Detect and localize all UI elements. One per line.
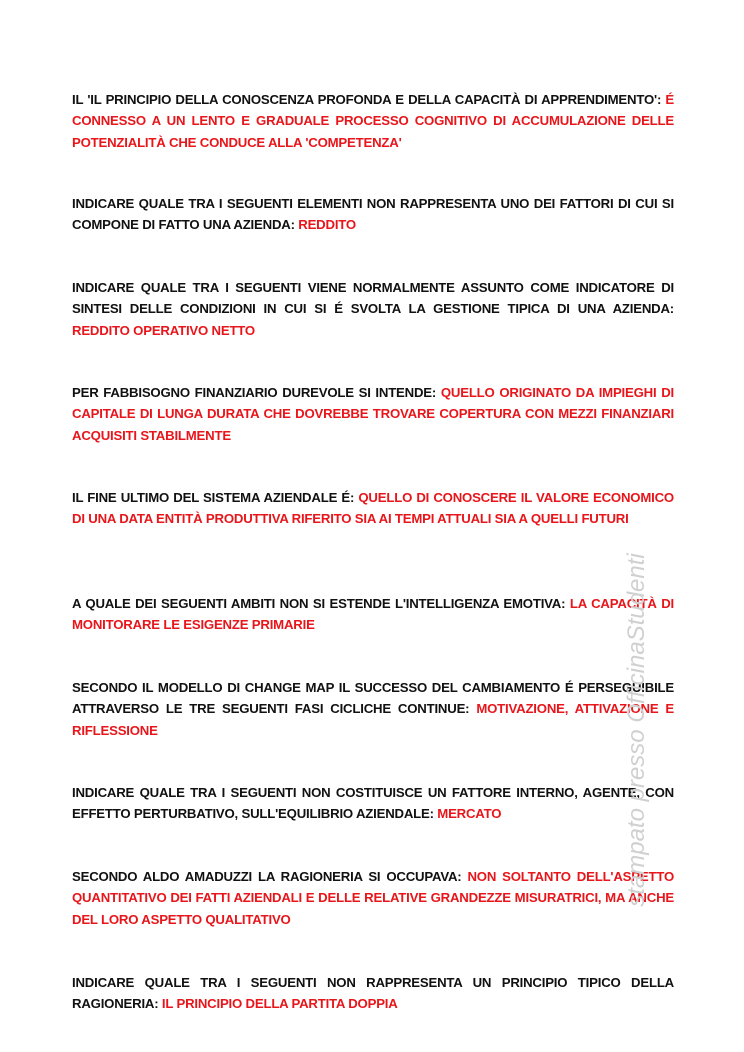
answer: NON SOLTANTO DELL'ASPETTO QUANTITATIVO DEI FATTI AZIENDALI E DELLE RELATIVE GRANDEZZE MISURATRICI, MA ANCHE DEL LORO ASPETTO QUALITATIVO: [72, 869, 674, 927]
answer: QUELLO ORIGINATO DA IMPIEGHI DI CAPITALE DI LUNGA DURATA CHE DOVREBBE TROVARE COPERTURA CON MEZZI FINANZIARI ACQUISITI STABILMENTE: [72, 385, 674, 443]
qa-item: [72, 593, 674, 636]
answer: LA CAPACITÀ DI MONITORARE LE ESIGENZE PRIMARIE: [72, 596, 674, 633]
qa-item: [72, 972, 674, 1015]
qa-item: [72, 382, 674, 446]
answer: MOTIVAZIONE, ATTIVAZIONE E RIFLESSIONE: [72, 701, 674, 738]
question: INDICARE QUALE TRA I SEGUENTI NON RAPPRESENTA UN PRINCIPIO TIPICO DELLA RAGIONERIA:: [72, 975, 674, 1012]
question: IL 'IL PRINCIPIO DELLA CONOSCENZA PROFONDA E DELLA CAPACITÀ DI APPRENDIMENTO':: [72, 92, 662, 107]
question: A QUALE DEI SEGUENTI AMBITI NON SI ESTENDE L'INTELLIGENZA EMOTIVA:: [72, 596, 566, 611]
answer: REDDITO: [298, 217, 356, 233]
qa-item: [72, 866, 674, 930]
watermark: stampato presso OfficinaStudenti: [623, 553, 650, 907]
answer: IL PRINCIPIO DELLA PARTITA DOPPIA: [161, 996, 398, 1012]
question: PER FABBISOGNO FINANZIARIO DUREVOLE SI INTENDE:: [72, 385, 437, 400]
question: IL FINE ULTIMO DEL SISTEMA AZIENDALE É:: [72, 490, 355, 505]
qa-item: [72, 782, 674, 825]
qa-item: [72, 89, 674, 153]
qa-item: [72, 277, 674, 341]
question: INDICARE QUALE TRA I SEGUENTI NON COSTITUISCE UN FATTORE INTERNO, AGENTE, CON EFFETTO PERTURBATIVO, SULL'EQUILIBRIO AZIENDALE:: [72, 785, 674, 822]
question: INDICARE QUALE TRA I SEGUENTI VIENE NORMALMENTE ASSUNTO COME INDICATORE DI SINTESI DELLE CONDIZIONI IN CUI SI É SVOLTA LA GESTIONE TIPICA DI UNA AZIENDA:: [72, 280, 674, 317]
answer: MERCATO: [437, 806, 502, 822]
question: INDICARE QUALE TRA I SEGUENTI ELEMENTI NON RAPPRESENTA UNO DEI FATTORI DI CUI SI COMPONE DI FATTO UNA AZIENDA:: [72, 196, 674, 233]
answer: É CONNESSO A UN LENTO E GRADUALE PROCESSO COGNITIVO DI ACCUMULAZIONE DELLE POTENZIALITÀ CHE CONDUCE ALLA 'COMPETENZA': [72, 92, 674, 150]
qa-item: [72, 193, 674, 236]
qa-item: [72, 487, 674, 530]
qa-item: [72, 677, 674, 741]
question: SECONDO IL MODELLO DI CHANGE MAP IL SUCCESSO DEL CAMBIAMENTO É PERSEGUIBILE ATTRAVERSO LE TRE SEGUENTI FASI CICLICHE CONTINUE:: [72, 680, 674, 717]
answer: REDDITO OPERATIVO NETTO: [72, 322, 255, 338]
answer: QUELLO DI CONOSCERE IL VALORE ECONOMICO DI UNA DATA ENTITÀ PRODUTTIVA RIFERITO SIA AI TEMPI ATTUALI SIA A QUELLI FUTURI: [72, 490, 674, 527]
question: SECONDO ALDO AMADUZZI LA RAGIONERIA SI OCCUPAVA:: [72, 869, 462, 884]
